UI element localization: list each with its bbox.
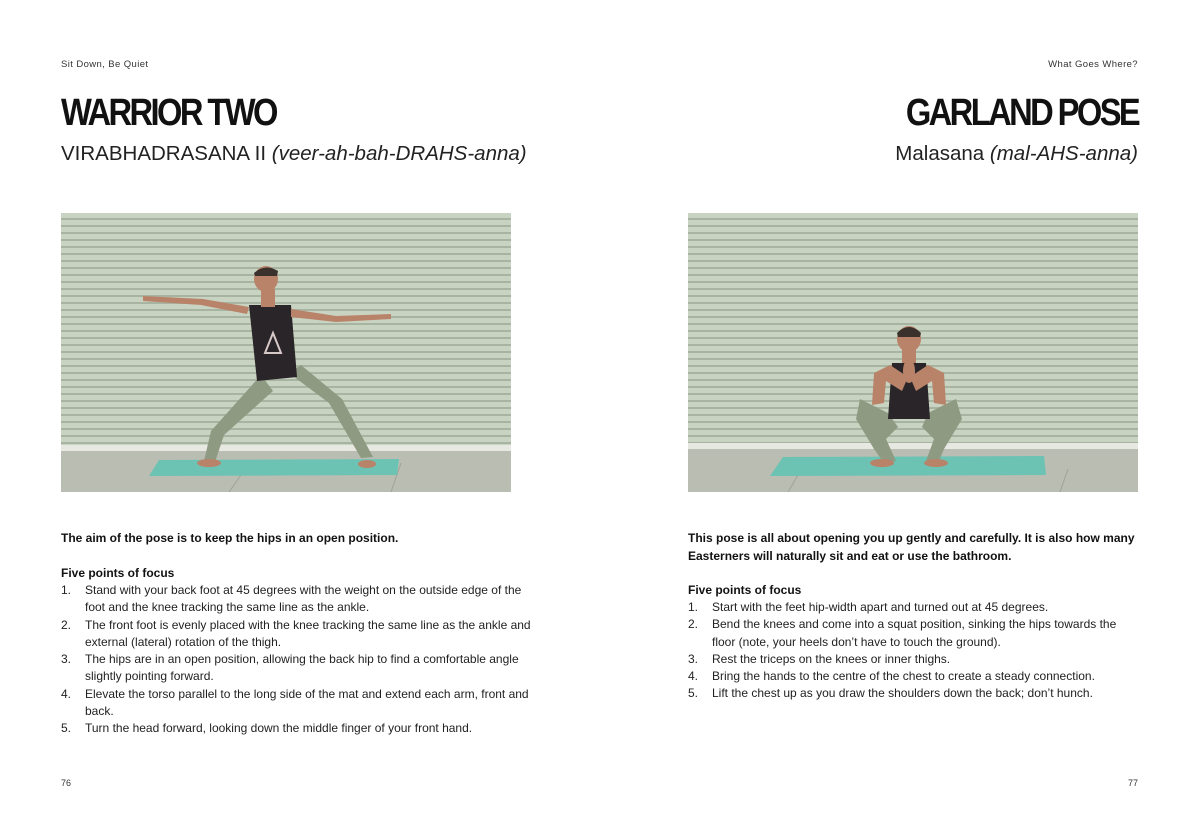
focus-item: 2. Bend the knees and come into a squat position, sinking the hips towards the floor (note, your heels don’t have to touch the ground). (688, 617, 1117, 649)
focus-list (61, 582, 531, 738)
focus-heading: Five points of focus (61, 566, 175, 580)
pose-title: GARLAND POSE (905, 92, 1138, 134)
garland-pose-illustration (688, 213, 1138, 492)
focus-item: 4. Bring the hands to the centre of the chest to create a steady connection. (688, 669, 1095, 684)
pose-title: WARRIOR TWO (61, 92, 276, 134)
focus-item: 1. Start with the feet hip-width apart and turned out at 45 degrees. (688, 600, 1049, 614)
sanskrit-name: Malasana (895, 142, 985, 165)
page-number: 77 (1127, 778, 1138, 788)
pose-aim: This pose is all about opening you up gently and carefully. It is also how many Easterners will naturally sit and eat or use the bathroom. (688, 531, 1135, 563)
focus-item: 3. Rest the triceps on the knees or inner thighs. (688, 651, 951, 666)
focus-item: 2. The front foot is evenly placed with the knee tracking the same line as the ankle and external (lateral) rotation of the thigh. (61, 617, 531, 649)
pose-sanskrit-name (895, 142, 1138, 166)
focus-heading: Five points of focus (688, 583, 802, 597)
warrior-two-photo (61, 213, 511, 492)
running-head: Sit Down, Be Quiet (61, 59, 149, 70)
pose-aim: The aim of the pose is to keep the hips in an open position. (61, 531, 399, 545)
pronunciation: (veer-ah-bah-DRAHS-anna) (271, 142, 527, 165)
focus-item: 1. Stand with your back foot at 45 degrees with the weight on the outside edge of the foot and the knee tracking the same line as the ankle. (61, 583, 522, 615)
focus-item: 5. Turn the head forward, looking down the middle finger of your front hand. (61, 721, 473, 736)
running-head: What Goes Where? (1048, 59, 1138, 70)
warrior-two-illustration (61, 213, 511, 492)
focus-item: 3. The hips are in an open position, allowing the back hip to find a comfortable angle slightly pointing forward. (61, 652, 519, 684)
focus-item: 5. Lift the chest up as you draw the shoulders down the back; don’t hunch. (688, 686, 1093, 701)
right-page (600, 0, 1200, 815)
focus-item: 4. Elevate the torso parallel to the long side of the mat and extend each arm, front and back. (61, 686, 529, 719)
pronunciation: (mal-AHS-anna) (989, 142, 1138, 165)
focus-list (688, 599, 1138, 703)
garland-pose-photo (688, 213, 1138, 492)
sanskrit-name: VIRABHADRASANA II (61, 142, 267, 165)
pose-sanskrit-name (61, 142, 527, 166)
page-number: 76 (61, 778, 72, 788)
